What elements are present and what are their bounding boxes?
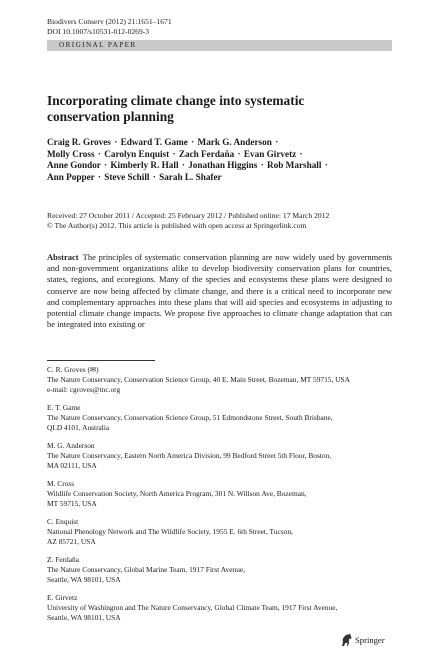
abstract-label: Abstract (47, 252, 79, 262)
author-separator: · (275, 137, 279, 147)
affiliation-line: AZ 85721, USA (47, 537, 96, 546)
author-separator: · (114, 137, 118, 147)
article-category: ORIGINAL PAPER (59, 41, 137, 49)
author-separator: · (324, 160, 328, 170)
author-name: Edward T. Game (120, 137, 188, 147)
author-separator: · (299, 148, 303, 159)
affiliation-line: The Nature Conservancy, Global Marine Team, 1917 First Avenue, (47, 565, 246, 574)
author-name: Steve Schill (104, 171, 150, 182)
affiliation (47, 517, 392, 547)
affiliation-name: E. T. Game (47, 403, 81, 412)
affiliation-name: M. Cross (47, 479, 75, 488)
author-separator: · (237, 148, 241, 159)
article-title (47, 93, 387, 125)
affiliation-line: Seattle, WA 98101, USA (47, 575, 121, 584)
author-name: Ann Popper (47, 171, 95, 182)
author-name: Zach Ferdaña (178, 148, 235, 159)
author-separator: · (97, 148, 101, 159)
author-name: Carolyn Enquist (104, 148, 170, 159)
category-bar (47, 40, 392, 51)
publisher-name: Springer (355, 635, 385, 645)
affiliation (47, 479, 392, 509)
affiliation-line: University of Washington and The Nature Conservancy, Global Climate Team, 1917 First Avenue, (47, 603, 338, 612)
footnote-divider (47, 360, 155, 361)
affiliation (47, 555, 392, 585)
doi: DOI 10.1007/s10531-012-0269-3 (47, 27, 150, 36)
author-separator: · (172, 148, 176, 159)
author-name: Evan Girvetz (243, 148, 297, 159)
author-separator: · (181, 160, 185, 170)
affiliation (47, 365, 392, 395)
affiliation (47, 441, 392, 471)
affiliation-line: Wildlife Conservation Society, North America Program, 301 N. Willson Ave, Bozeman, (47, 489, 307, 498)
author-name: Molly Cross (47, 148, 95, 159)
affiliation (47, 403, 392, 433)
author-name: Sarah L. Shafer (159, 171, 222, 182)
affiliation (47, 593, 392, 623)
author-separator: · (152, 171, 156, 182)
abstract (47, 252, 392, 330)
copyright-notice: © The Author(s) 2012. This article is published with open access at Springerlink.com (47, 221, 307, 230)
author-name: Kimberly R. Hall (110, 160, 179, 170)
affiliation-name: E. Girvetz (47, 593, 78, 602)
affiliation-name: C. Enquist (47, 517, 79, 526)
affiliation-name: C. R. Groves (✉) (47, 365, 99, 374)
publication-dates: Received: 27 October 2011 / Accepted: 25 February 2012 / Published online: 17 March 2012 (47, 211, 330, 220)
author-line (47, 172, 392, 184)
publisher-logo (340, 633, 385, 647)
affiliation-name: Z. Ferdaña (47, 555, 80, 564)
author-name: Anne Gondor (47, 160, 101, 170)
author-name: Mark G. Anderson (197, 137, 272, 147)
affiliation-line: The Nature Conservancy, Conservation Science Group, 40 E. Main Street, Bozeman, MT 59715, USA (47, 375, 350, 384)
author-separator: · (191, 137, 195, 147)
springer-horse-icon (340, 633, 353, 647)
affiliation-line: Seattle, WA 98101, USA (47, 613, 121, 622)
author-line (47, 160, 392, 172)
affiliation-line: The Nature Conservancy, Conservation Science Group, 51 Edmondstone Street, South Brisbane, (47, 413, 333, 422)
author-name: Rob Marshall (267, 160, 322, 170)
abstract-text: The principles of systematic conservation planning are now widely used by governments and non-government organizations alike to develop biodiversity conservation plans for countries, states, regions, and ecoregions. Many of the species and ecosystems these plans were designed to conserve are now being affected by climate change, and there is a critical need to incorporate new and complementary approaches into these plans that will aid species and ecosystems in adjusting to potential climate change impacts. We propose five approaches to climate change adaptation that can be integrated into existing or (47, 252, 392, 330)
affiliation-line: The Nature Conservancy, Eastern North America Division, 99 Bedford Street 5th Floor, Boston, (47, 451, 332, 460)
author-list (47, 137, 392, 183)
author-name: Craig R. Groves (47, 137, 111, 147)
author-separator: · (97, 171, 101, 182)
title-line: conservation planning (47, 109, 174, 124)
affiliation-line: National Phenology Network and The Wildlife Society, 1955 E. 6th Street, Tucson, (47, 527, 293, 536)
affiliation-line: MT 59715, USA (47, 499, 97, 508)
author-name: Jonathan Higgins (188, 160, 258, 170)
author-separator: · (260, 160, 264, 170)
affiliation-line: MA 02111, USA (47, 461, 97, 470)
author-separator: · (104, 160, 108, 170)
affiliation-name: M. G. Anderson (47, 441, 95, 450)
affiliation-line: e-mail: cgroves@tnc.org (47, 385, 121, 394)
author-line (47, 137, 392, 149)
title-line: Incorporating climate change into systematic (47, 93, 305, 108)
author-line (47, 149, 392, 161)
affiliation-line: QLD 4101, Australia (47, 423, 110, 432)
journal-reference: Biodivers Conserv (2012) 21:1651–1671 (47, 17, 172, 26)
